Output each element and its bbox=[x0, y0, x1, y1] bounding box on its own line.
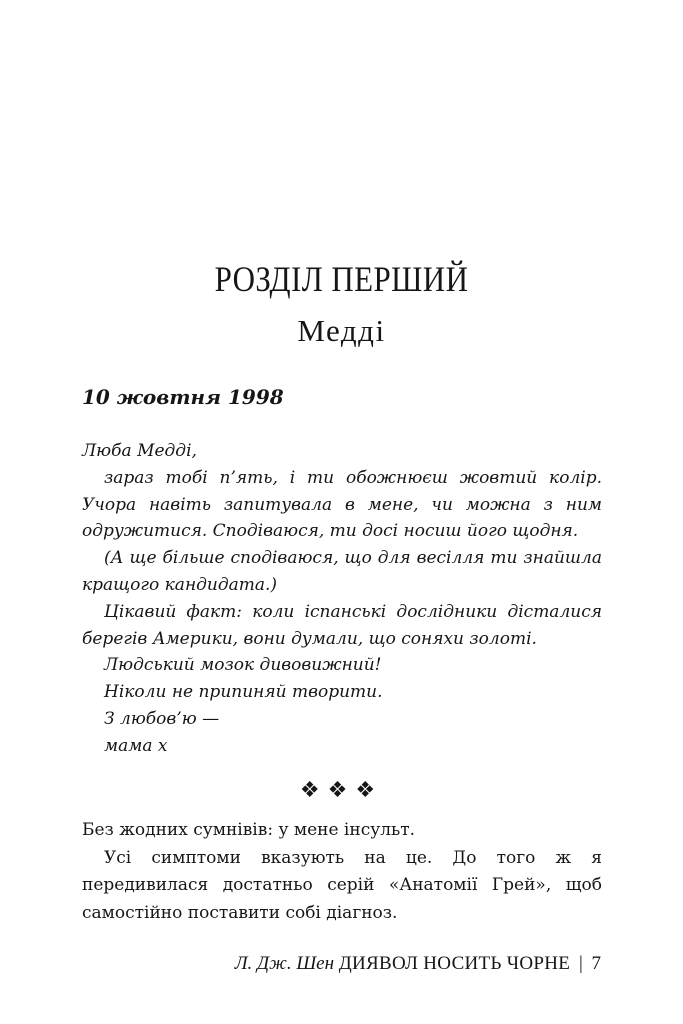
footer-separator: | bbox=[578, 953, 583, 974]
section-separator: ❖❖❖ bbox=[299, 778, 384, 803]
letter bbox=[82, 438, 602, 760]
letter-paragraph: зараз тобі п’ять, і ти обожнюєш жовтий колір. Учора навіть запитувала в мене, чи можна з ним одружитися. Сподіваюся, ти досі носиш його щодня. bbox=[82, 467, 602, 542]
letter-paragraph: Ніколи не припиняй творити. bbox=[104, 682, 383, 703]
letter-paragraph: Людський мозок дивовижний! bbox=[104, 655, 382, 676]
body-text bbox=[82, 817, 602, 927]
footer-author: Л. Дж. Шен bbox=[234, 953, 334, 974]
letter-closing: З любов’ю — bbox=[104, 708, 220, 729]
chapter-title: РОЗДІЛ ПЕРШИЙ bbox=[214, 259, 469, 299]
footer-book-title: ДИЯВОЛ НОСИТЬ ЧОРНЕ bbox=[338, 953, 571, 974]
page-footer bbox=[235, 953, 601, 975]
letter-signature: мама х bbox=[104, 735, 168, 756]
page-number: 7 bbox=[591, 953, 601, 974]
letter-paragraph: (А ще більше сподіваюся, що для весілля ти знайшла кращого кандидата.) bbox=[82, 548, 602, 595]
letter-salutation: Люба Медді, bbox=[82, 441, 197, 461]
chapter-subtitle: Медді bbox=[297, 313, 386, 348]
body-paragraph: Без жодних сумнівів: у мене інсульт. bbox=[82, 820, 416, 840]
letter-date: 10 жовтня 1998 bbox=[82, 385, 284, 409]
body-paragraph: Усі симптоми вказують на це. До того ж я передивилася достатньо серій «Анатомії Грей», щоб самостійно поставити собі діагноз. bbox=[82, 847, 602, 923]
letter-paragraph: Цікавий факт: коли іспанські дослідники дісталися берегів Америки, вони думали, що соняхи золоті. bbox=[82, 601, 602, 649]
